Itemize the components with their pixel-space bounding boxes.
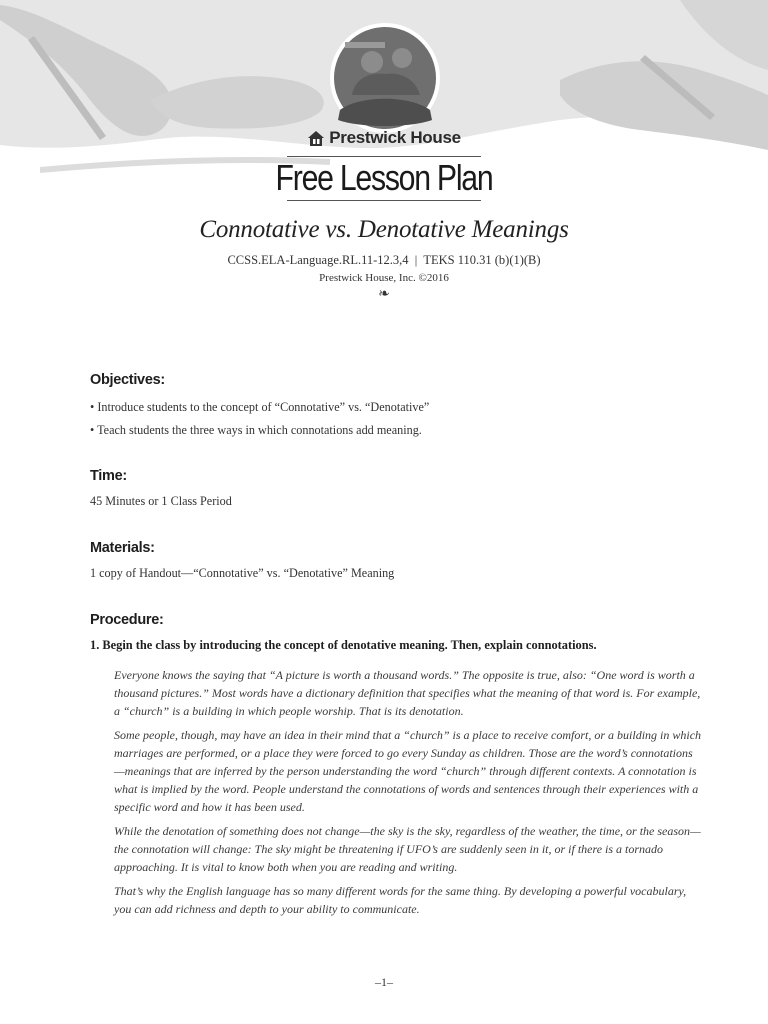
- procedure-paragraph: That’s why the English language has so many different words for the same thing. By developing a powerful vocabulary, you can add richness and depth to your ability to communicate.: [114, 884, 687, 916]
- brand-rule-bottom: [287, 200, 481, 201]
- procedure-step-1: 1. Begin the class by introducing the concept of denotative meaning. Then, explain connotations.: [90, 638, 597, 652]
- page-number: –1–: [375, 975, 393, 989]
- time-heading: Time:: [90, 468, 127, 484]
- emblem-figure-head-1: [361, 51, 383, 73]
- standards-line: CCSS.ELA-Language.RL.11-12.3,4 | TEKS 110.31 (b)(1)(B): [227, 253, 541, 267]
- objective-item: • Introduce students to the concept of “Connotative” vs. “Denotative”: [90, 400, 430, 414]
- house-logo-icon: [307, 129, 325, 147]
- procedure-paragraph: Some people, though, may have an idea in their mind that a “church” is a place to receive comfort, or a building in which marriages are performed, or a place they were forced to go every Sunday as children. Those are the word’s connotations—meanings that are inferred by the person understanding the word “church” through different contexts. A connotation is what is implied by the word. People understand the connotations of words and sentences through their experiences with a specific word and how it has been used.: [114, 728, 702, 814]
- emblem-figure-head-2: [392, 48, 412, 68]
- lesson-title: Connotative vs. Denotative Meanings: [199, 216, 569, 243]
- time-value: 45 Minutes or 1 Class Period: [90, 494, 232, 508]
- brand-name: Prestwick House: [329, 128, 461, 147]
- fleuron-ornament-icon: ❧: [378, 286, 390, 302]
- brand-block: [0, 128, 768, 201]
- free-lesson-plan-title: Free Lesson Plan: [275, 157, 493, 198]
- procedure-heading: Procedure:: [90, 612, 164, 628]
- procedure-paragraph: Everyone knows the saying that “A picture is worth a thousand words.” The opposite is true, also: “One word is worth a thousand pictures.” Most words have a dictionary definition that specifies what the meaning of that word is. For example, a “church” is a building in which people worship. That is its denotation.: [114, 668, 701, 718]
- materials-heading: Materials:: [90, 540, 155, 556]
- procedure-paragraph: While the denotation of something does not change—the sky is the sky, regardless of the weather, the time, or the season—the connotation will change: The sky might be threatening if UFO’s are suddenly seen in it, or if there is a tornado approaching. It is vital to know both when you are reading and writing.: [114, 824, 701, 874]
- emblem-table-edge: [345, 42, 385, 48]
- objective-item: • Teach students the three ways in which connotations add meaning.: [90, 423, 422, 437]
- materials-value: 1 copy of Handout—“Connotative” vs. “Denotative” Meaning: [90, 566, 395, 580]
- copyright-line: Prestwick House, Inc. ©2016: [319, 272, 449, 284]
- brand-logo: [307, 128, 461, 148]
- lesson-heading-block: [0, 216, 768, 302]
- objectives-heading: Objectives:: [90, 372, 165, 388]
